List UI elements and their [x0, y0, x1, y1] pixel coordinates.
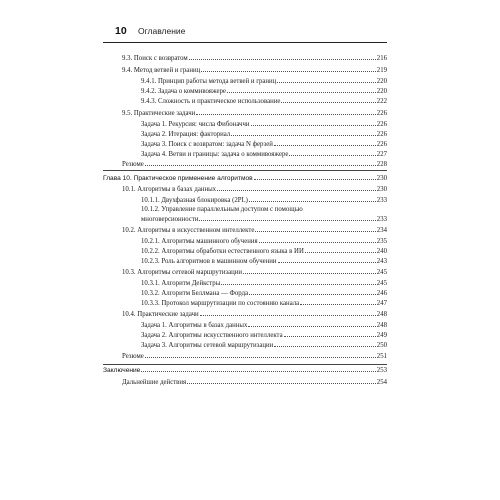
toc-entry[interactable]	[122, 225, 387, 234]
toc-entry-label: Глава 10. Практическое применение алгоритмов	[103, 175, 253, 182]
toc-entry-page: 233	[376, 197, 387, 204]
toc-entry[interactable]	[141, 256, 387, 265]
dot-leader	[196, 108, 376, 115]
toc-entry-page: 253	[376, 367, 387, 374]
toc-entry-label: Задача 3. Поиск с возвратом: задача N ферзей	[141, 141, 273, 148]
toc-entry-label: Задача 3. Алгоритмы сетевой маршрутизации	[141, 342, 274, 349]
toc-entry-page: 243	[376, 258, 387, 265]
dot-leader	[305, 246, 376, 253]
dot-leader	[200, 309, 376, 316]
toc-entry-label: 10.1. Алгоритмы в базах данных	[122, 186, 217, 193]
toc-entry[interactable]	[141, 149, 387, 158]
dot-leader	[251, 119, 376, 126]
dot-leader	[249, 288, 376, 295]
toc-entry[interactable]	[141, 288, 387, 297]
toc-entry-label: Дальнейшие действия	[122, 379, 187, 386]
toc-entry[interactable]	[141, 214, 387, 223]
toc-entry-page: 245	[376, 280, 387, 287]
running-header-title: Оглавление	[138, 26, 186, 36]
dot-leader	[187, 377, 376, 384]
dot-leader	[199, 214, 375, 221]
toc-entry[interactable]	[122, 65, 387, 74]
toc-entry-label: 9.3. Поиск с возвратом	[122, 55, 188, 62]
dot-leader	[189, 53, 376, 60]
dot-leader	[201, 65, 376, 72]
toc-entry[interactable]	[141, 86, 387, 95]
toc-entry-label: 9.4. Метод ветвей и границ	[122, 67, 201, 74]
toc-entry-label: 10.2.1. Алгоритмы машинного обучения	[141, 238, 258, 245]
toc-entry-label: Задача 4. Ветви и границы: задача о коммивояжере	[141, 151, 289, 158]
toc-entry-label: 9.4.3. Сложность и практическое использование	[141, 98, 281, 105]
toc-entry-label: 10.3.3. Протокол маршрутизации по состоянию канала	[141, 300, 300, 307]
toc-entry[interactable]	[122, 108, 387, 117]
toc-entry-page: 247	[376, 300, 387, 307]
dot-leader	[249, 195, 376, 202]
toc-entry-page: 220	[376, 88, 387, 95]
toc-chapter-entry[interactable]	[103, 365, 387, 374]
dot-leader	[231, 129, 376, 136]
toc-entry-page: 219	[376, 67, 387, 74]
toc-entry-page: 226	[376, 110, 387, 117]
toc-chapter-entry[interactable]	[103, 173, 387, 182]
toc-entry-page: 234	[376, 227, 387, 234]
toc-entry[interactable]	[141, 129, 387, 138]
toc-entry-label: Задача 2. Алгоритмы искусственного интеллекта	[141, 332, 283, 339]
dot-leader	[145, 159, 376, 166]
toc-entry-page: 230	[376, 175, 387, 182]
toc-entry-page: 216	[376, 55, 387, 62]
toc-entry-wrapped-line: 10.1.2. Управление параллельным доступом с помощью	[141, 206, 303, 213]
dot-leader	[255, 225, 375, 232]
toc-entry[interactable]	[141, 119, 387, 128]
toc-entry-page: 250	[376, 342, 387, 349]
dot-leader	[274, 139, 376, 146]
toc-entry-label: 10.2. Алгоритмы в искусственном интеллекте	[122, 227, 255, 234]
toc-entry-label: 9.4.1. Принцип работы метода ветвей и границ	[141, 78, 277, 85]
toc-entry[interactable]	[141, 330, 387, 339]
dot-leader	[141, 365, 375, 372]
toc-entry-page: 254	[376, 379, 387, 386]
page-number: 10	[115, 25, 127, 37]
dot-leader	[281, 96, 375, 103]
dot-leader	[145, 351, 376, 358]
toc-entry-page: 240	[376, 248, 387, 255]
toc-entry-page: 226	[376, 121, 387, 128]
dot-leader	[221, 278, 376, 285]
dot-leader	[277, 76, 375, 83]
toc-entry-page: 246	[376, 290, 387, 297]
toc-entry-page: 248	[376, 322, 387, 329]
toc-entry-label: многоверсионности	[141, 216, 199, 223]
toc-entry[interactable]	[122, 159, 387, 168]
toc-entry[interactable]	[122, 53, 387, 62]
section-rule	[103, 170, 387, 171]
toc-entry-label: 9.5. Практические задачи	[122, 110, 196, 117]
toc-entry-page: 235	[376, 238, 387, 245]
toc-entry-label: 10.2.2. Алгоритмы обработки естественного языка в ИИ	[141, 248, 304, 255]
toc-entry[interactable]	[141, 246, 387, 255]
toc-entry-page: 245	[376, 269, 387, 276]
toc-entry[interactable]	[141, 236, 387, 245]
toc-entry[interactable]	[141, 298, 387, 307]
toc-entry-label: 10.2.3. Роль алгоритмов в машинном обучении	[141, 258, 277, 265]
dot-leader	[259, 236, 376, 243]
toc-entry-label: 10.4. Практические задачи	[122, 311, 199, 318]
toc-entry[interactable]	[122, 267, 387, 276]
toc-entry[interactable]	[141, 139, 387, 148]
toc-entry-label: Резюме	[122, 353, 144, 360]
toc-entry-label: 9.4.2. Задача о коммивояжере	[141, 88, 226, 95]
toc-entry-page: 248	[376, 311, 387, 318]
toc-entry-page: 227	[376, 151, 387, 158]
toc-entry-page: 226	[376, 131, 387, 138]
dot-leader	[278, 256, 376, 263]
dot-leader	[217, 184, 376, 191]
dot-leader	[284, 330, 376, 337]
dot-leader	[300, 298, 376, 305]
toc-entry[interactable]	[122, 309, 387, 318]
dot-leader	[289, 149, 375, 156]
toc-entry[interactable]	[122, 184, 387, 193]
dot-leader	[254, 173, 376, 180]
toc-entry[interactable]	[141, 278, 387, 287]
toc-entry-page: 226	[376, 141, 387, 148]
toc-entry[interactable]	[122, 377, 387, 386]
dot-leader	[227, 86, 376, 93]
toc-entry-page: 230	[376, 186, 387, 193]
toc-entry-page: 251	[376, 353, 387, 360]
toc-entry-label: Задача 1. Рекурсия: числа Фибоначчи	[141, 121, 250, 128]
toc-entry-page: 233	[376, 216, 387, 223]
dot-leader	[243, 267, 376, 274]
toc-entry-page: 228	[376, 161, 387, 168]
toc-entry[interactable]	[141, 96, 387, 105]
toc-entry[interactable]	[141, 76, 387, 85]
toc-entry-label: Задача 2. Итерация: факториал	[141, 131, 231, 138]
toc-entry-label: 10.3. Алгоритмы сетевой маршрутизации	[122, 269, 243, 276]
toc-entry[interactable]	[122, 351, 387, 360]
toc-entry[interactable]	[141, 320, 387, 329]
dot-leader	[274, 340, 376, 347]
dot-leader	[248, 320, 375, 327]
toc-entry-page: 222	[376, 98, 387, 105]
toc-entry-label: 10.3.2. Алгоритм Беллмана — Форда	[141, 290, 249, 297]
toc-entry-label: Резюме	[122, 161, 144, 168]
toc-entry[interactable]	[141, 195, 387, 204]
toc-entry-label: 10.1.1. Двухфазная блокировка (2PL)	[141, 197, 248, 204]
toc-entry-page: 220	[376, 78, 387, 85]
toc-entry[interactable]	[141, 340, 387, 349]
toc-entry-page: 249	[376, 332, 387, 339]
toc-entry-label: Заключение	[103, 367, 141, 374]
toc-entry-label: 10.3.1. Алгоритм Дейкстры	[141, 280, 221, 287]
toc-entry-label: Задача 1. Алгоритмы в базах данных	[141, 322, 248, 329]
